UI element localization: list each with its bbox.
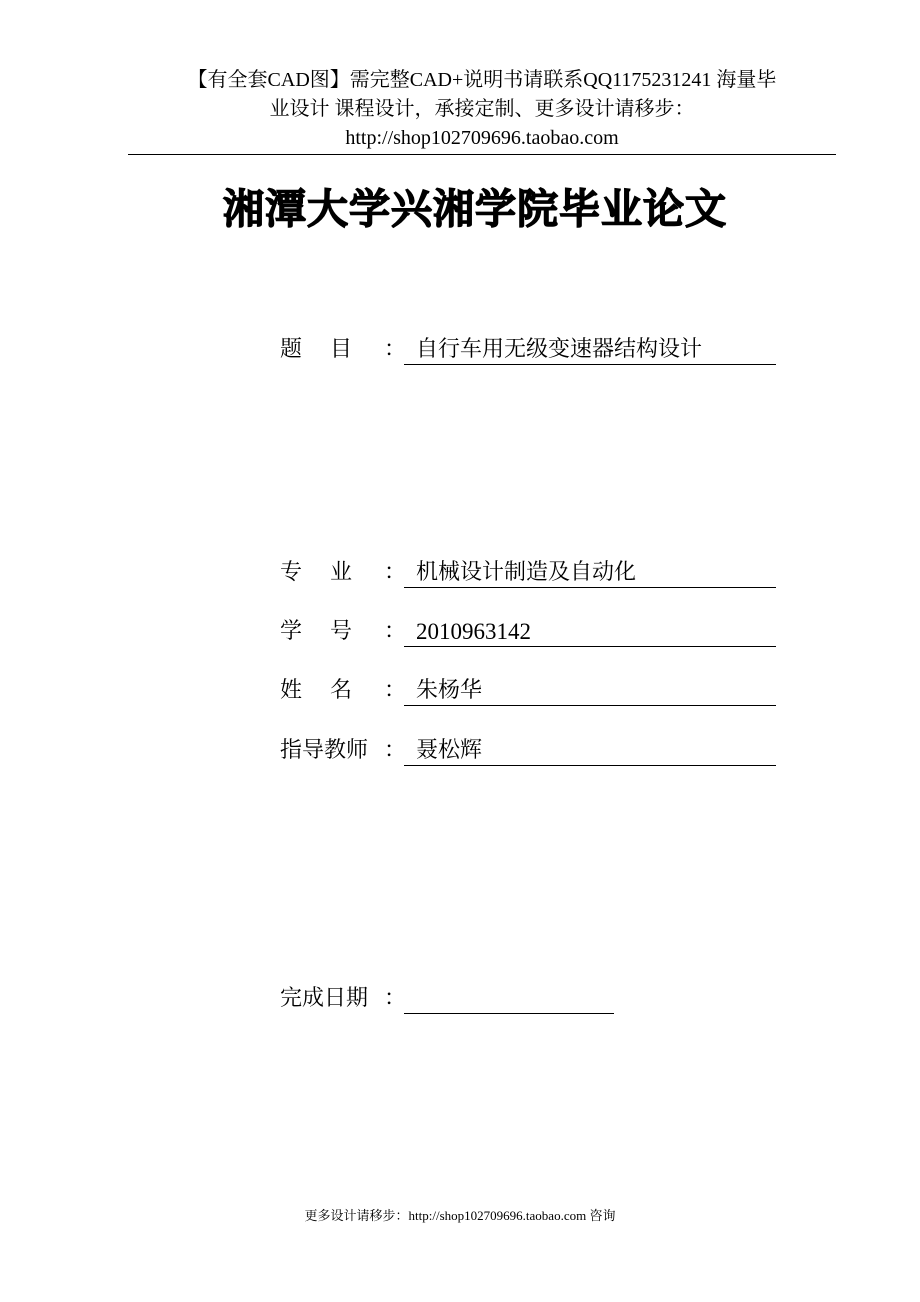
- promo-footer: 更多设计请移步：http://shop102709696.taobao.com 咨询: [304, 1208, 616, 1223]
- completion-date-colon: ：: [384, 986, 407, 1011]
- student-id-value: 2010963142: [404, 615, 776, 647]
- advisor-label: 指导教师: [280, 738, 369, 763]
- topic-label-char-2: 目: [329, 337, 352, 362]
- name-colon: ：: [384, 678, 407, 703]
- promo-header: [128, 66, 836, 153]
- document-title: 湘潭大学兴湘学院毕业论文: [223, 185, 727, 233]
- name-value: 朱杨华: [404, 674, 776, 706]
- major-label-char-2: 业: [329, 560, 352, 585]
- promo-header-link[interactable]: http://shop102709696.taobao.com: [345, 127, 619, 149]
- completion-date-value: [404, 982, 614, 1014]
- student-id-label-char-1: 学: [280, 619, 303, 644]
- promo-header-line-2: 业设计 课程设计，承接定制、更多设计请移步：: [269, 98, 695, 120]
- topic-label: [280, 333, 352, 367]
- major-label-char-1: 专: [280, 560, 303, 585]
- header-divider: [128, 154, 836, 155]
- name-label-char-1: 姓: [280, 678, 303, 703]
- major-label: [280, 556, 352, 590]
- completion-date-label: 完成日期: [280, 986, 369, 1011]
- major-value: 机械设计制造及自动化: [404, 556, 776, 588]
- topic-label-char-1: 题: [280, 337, 303, 362]
- promo-header-line-1: 【有全套CAD图】需完整CAD+说明书请联系QQ1175231241 海量毕: [187, 69, 777, 91]
- student-id-colon: ：: [384, 619, 407, 644]
- advisor-colon: ：: [384, 738, 407, 763]
- topic-value: 自行车用无级变速器结构设计: [404, 333, 776, 365]
- name-label: [280, 674, 352, 708]
- topic-colon: ：: [384, 337, 407, 362]
- name-label-char-2: 名: [329, 678, 352, 703]
- student-id-label-char-2: 号: [329, 619, 352, 644]
- advisor-value: 聂松辉: [404, 734, 776, 766]
- student-id-label: [280, 615, 352, 649]
- major-colon: ：: [384, 560, 407, 585]
